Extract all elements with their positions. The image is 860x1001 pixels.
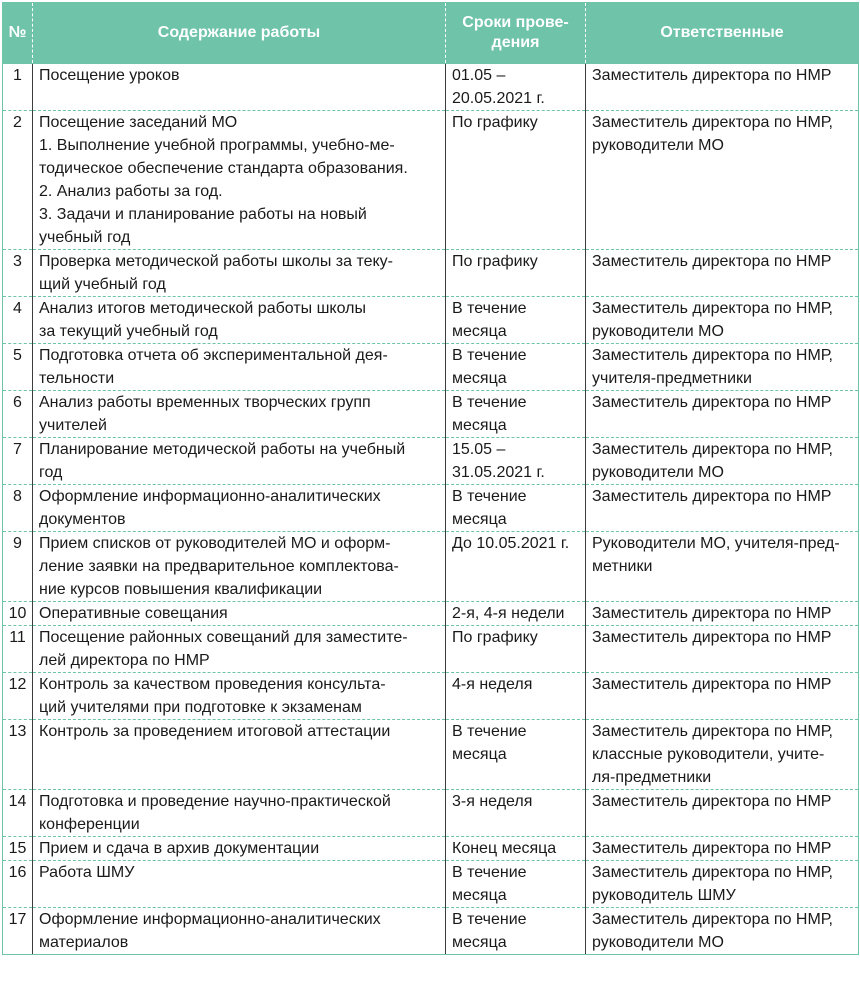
row-number: 11 — [3, 626, 33, 673]
table-row — [3, 532, 859, 602]
table-row — [3, 64, 859, 111]
row-task: Планирование методической работы на учебный год — [33, 438, 446, 485]
row-responsible: Заместитель директора по НМР — [586, 250, 859, 297]
row-dates: 2-я, 4-я недели — [446, 602, 586, 626]
row-number: 2 — [3, 111, 33, 250]
header-row — [3, 3, 859, 64]
table-row — [3, 344, 859, 391]
row-task: Посещение заседаний МО 1. Выполнение учебной программы, учебно-ме- тодическое обеспечение стандарта образования. 2. Анализ работы за год. 3. Задачи и планирование работы на новый учебный год — [33, 111, 446, 250]
work-plan-table — [2, 2, 859, 955]
row-task: Контроль за проведением итоговой аттестации — [33, 720, 446, 790]
table-row — [3, 908, 859, 955]
row-number: 9 — [3, 532, 33, 602]
row-task: Оформление информационно-аналитических документов — [33, 485, 446, 532]
table-row — [3, 626, 859, 673]
row-dates: В течение месяца — [446, 908, 586, 955]
row-task: Прием списков от руководителей МО и оформ- ление заявки на предварительное комплектова- ние курсов повышения квалификации — [33, 532, 446, 602]
row-number: 10 — [3, 602, 33, 626]
row-responsible: Руководители МО, учителя-пред- метники — [586, 532, 859, 602]
row-task: Посещение районных совещаний для заместите- лей директора по НМР — [33, 626, 446, 673]
table-body — [3, 64, 859, 955]
row-number: 7 — [3, 438, 33, 485]
row-dates: 15.05 – 31.05.2021 г. — [446, 438, 586, 485]
row-task: Оформление информационно-аналитических материалов — [33, 908, 446, 955]
row-dates: По графику — [446, 250, 586, 297]
table-row — [3, 602, 859, 626]
row-task: Анализ итогов методической работы школы за текущий учебный год — [33, 297, 446, 344]
row-dates: По графику — [446, 111, 586, 250]
table-row — [3, 297, 859, 344]
row-number: 4 — [3, 297, 33, 344]
row-dates: В течение месяца — [446, 720, 586, 790]
table-row — [3, 720, 859, 790]
table-row — [3, 861, 859, 908]
table-row — [3, 111, 859, 250]
row-dates: 3-я неделя — [446, 790, 586, 837]
row-number: 17 — [3, 908, 33, 955]
row-dates: 01.05 – 20.05.2021 г. — [446, 64, 586, 111]
row-responsible: Заместитель директора по НМР — [586, 64, 859, 111]
table-row — [3, 790, 859, 837]
table-row — [3, 250, 859, 297]
row-task: Работа ШМУ — [33, 861, 446, 908]
row-dates: В течение месяца — [446, 861, 586, 908]
row-number: 5 — [3, 344, 33, 391]
row-number: 15 — [3, 837, 33, 861]
row-dates: В течение месяца — [446, 297, 586, 344]
row-dates: До 10.05.2021 г. — [446, 532, 586, 602]
row-responsible: Заместитель директора по НМР — [586, 391, 859, 438]
row-responsible: Заместитель директора по НМР, руководители МО — [586, 297, 859, 344]
table-row — [3, 837, 859, 861]
row-number: 6 — [3, 391, 33, 438]
row-number: 8 — [3, 485, 33, 532]
row-responsible: Заместитель директора по НМР — [586, 673, 859, 720]
row-number: 1 — [3, 64, 33, 111]
row-task: Подготовка отчета об экспериментальной дея- тельности — [33, 344, 446, 391]
row-dates: В течение месяца — [446, 485, 586, 532]
row-task: Подготовка и проведение научно-практической конференции — [33, 790, 446, 837]
row-dates: 4-я неделя — [446, 673, 586, 720]
row-responsible: Заместитель директора по НМР — [586, 626, 859, 673]
row-responsible: Заместитель директора по НМР — [586, 602, 859, 626]
table-row — [3, 485, 859, 532]
row-dates: В течение месяца — [446, 391, 586, 438]
row-task: Анализ работы временных творческих групп учителей — [33, 391, 446, 438]
header-task: Содержание работы — [33, 3, 446, 64]
row-number: 14 — [3, 790, 33, 837]
row-dates: В течение месяца — [446, 344, 586, 391]
row-dates: Конец месяца — [446, 837, 586, 861]
row-number: 12 — [3, 673, 33, 720]
table-row — [3, 438, 859, 485]
row-responsible: Заместитель директора по НМР, руководитель ШМУ — [586, 861, 859, 908]
row-task: Оперативные совещания — [33, 602, 446, 626]
row-responsible: Заместитель директора по НМР — [586, 837, 859, 861]
row-responsible: Заместитель директора по НМР, учителя-предметники — [586, 344, 859, 391]
table-row — [3, 391, 859, 438]
row-task: Прием и сдача в архив документации — [33, 837, 446, 861]
row-number: 3 — [3, 250, 33, 297]
row-responsible: Заместитель директора по НМР — [586, 485, 859, 532]
header-responsible: Ответственные — [586, 3, 859, 64]
row-task: Проверка методической работы школы за теку- щий учебный год — [33, 250, 446, 297]
row-responsible: Заместитель директора по НМР, руководители МО — [586, 111, 859, 250]
row-number: 16 — [3, 861, 33, 908]
table-header — [3, 3, 859, 64]
row-responsible: Заместитель директора по НМР, руководители МО — [586, 908, 859, 955]
header-number: № — [3, 3, 33, 64]
row-responsible: Заместитель директора по НМР — [586, 790, 859, 837]
table-row — [3, 673, 859, 720]
row-task: Контроль за качеством проведения консульта- ций учителями при подготовке к экзаменам — [33, 673, 446, 720]
row-responsible: Заместитель директора по НМР, классные руководители, учите- ля-предметники — [586, 720, 859, 790]
row-task: Посещение уроков — [33, 64, 446, 111]
row-responsible: Заместитель директора по НМР, руководители МО — [586, 438, 859, 485]
header-dates: Сроки прове- дения — [446, 3, 586, 64]
row-dates: По графику — [446, 626, 586, 673]
row-number: 13 — [3, 720, 33, 790]
